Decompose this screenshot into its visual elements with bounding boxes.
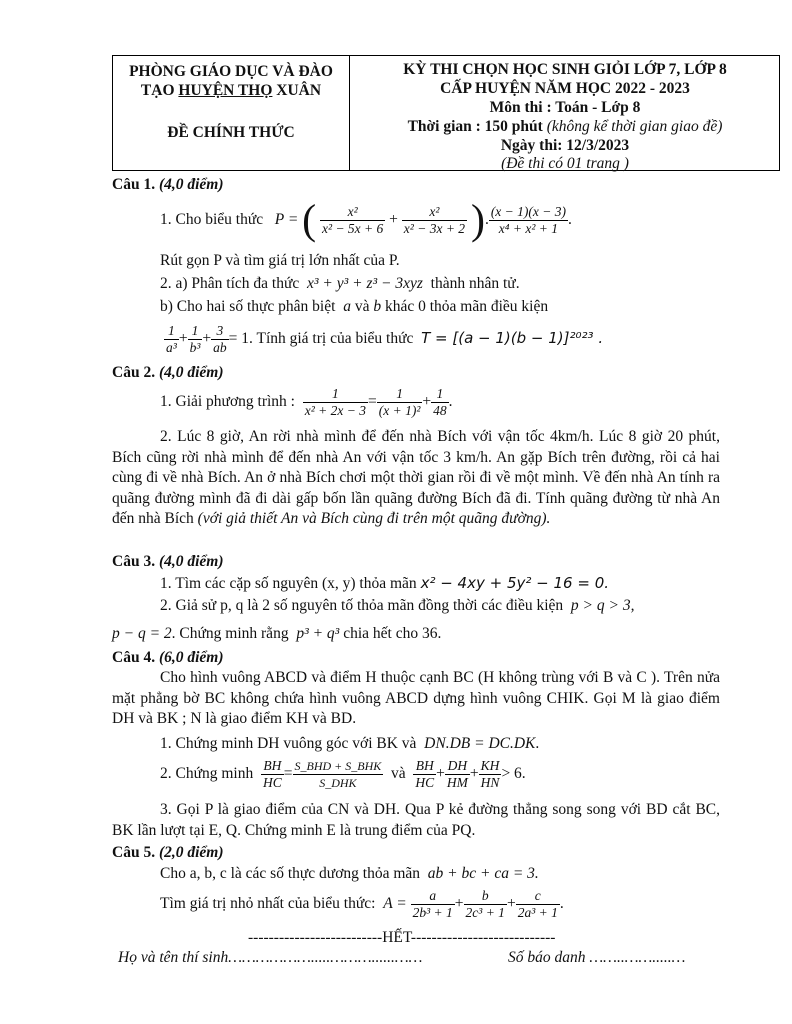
question-2-part-2: 2. Lúc 8 giờ, An rời nhà mình để đến nhà Bích với vận tốc 4km/h. Lúc 8 giờ 20 phút, Bích cũng rời nhà mình để đến nhà An với vận tốc 3 km/h. An gặp Bích trên đường, rồi cả hai cùng đi về nhà Bích. An ở nhà Bích chơi một thời gian rồi đi về một mình. Về đến nhà An tính ra quãng đường mình đã đi dài gấp bốn lần quãng đường Bích đã đi. Tính quãng đường từ nhà An đến nhà Bích (với giả thiết An và Bích cùng đi trên một quãng đường). [112,428,720,528]
fraction: $\frac{3}{ab}$ [213,322,227,355]
header-table [112,55,780,171]
question-3-part-2: 2. Giả sử p, q là 2 số nguyên tố thỏa mãn đồng thời các điều kiện p > q > 3, [160,597,635,614]
fraction: $\frac{1}{\text{(x + 1)²}}$ [378,385,421,418]
question-1-part-1: 1. Cho biểu thức P = ( $\frac{\text{x²}}{\text{x² − 5x + 6}}$ + $\frac{\text{x²}}{\text{x² − 3x + 2}}$ ). $\frac{(x - 1)(x - 3)}{\text{x⁴ + x² + 1}}$ . [160,197,572,244]
exam-level: CẤP HUYỆN NĂM HỌC 2022 - 2023 [440,80,690,97]
question-1-part-2b: b) Cho hai số thực phân biệt a và b khác 0 thỏa mãn điều kiện [160,298,549,315]
question-3-part-1: 1. Tìm các cặp số nguyên (x, y) thỏa mãn x² − 4xy + 5y² − 16 = 0. [160,574,609,592]
fraction: $\frac{(x - 1)(x - 3)}{\text{x⁴ + x² + 1}}$ [490,203,566,236]
fraction: $\frac{BH}{HC}$ [262,757,282,790]
question-2-part-1: 1. Giải phương trình : $\frac{1}{\text{x² + 2x − 3}}$ = $\frac{1}{\text{(x + 1)²}}$ + $\frac{1}{48}$ . [160,385,453,418]
question-1-heading: Câu 1. (4,0 điểm) [112,176,224,193]
question-4-part-1: 1. Chứng minh DH vuông góc với BK và DN.DB = DC.DK. [160,735,540,752]
fraction: $\frac{1}{\text{b³}}$ [189,322,201,355]
question-3-heading: Câu 3. (4,0 điểm) [112,553,224,570]
official-exam-label: ĐỀ CHÍNH THỨC [167,124,295,141]
fraction: $\frac{1}{\text{x² + 2x − 3}}$ [304,385,367,418]
question-5-task: Tìm giá trị nhỏ nhất của biểu thức: A = $\frac{a}{\text{2b³ + 1}}$ + $\frac{b}{\text{2c³ + 1}}$ + $\frac{c}{\text{2a³ + 1}}$ . [160,887,564,920]
fraction: $\frac{DH}{HM}$ [446,757,468,790]
fraction: $\frac{1}{\text{a³}}$ [166,322,177,355]
fraction: $\frac{b}{\text{2c³ + 1}}$ [465,887,505,920]
exam-duration: Thời gian : 150 phút (không kể thời gian giao đề) [407,118,723,135]
question-4-part-3: 3. Gọi P là giao điểm của CN và DH. Qua P kẻ đường thẳng song song với BD cắt BC, BK lần lượt tại E, Q. Chứng minh E là trung điểm của PQ. [112,801,720,839]
fraction: $\frac{1}{48}$ [433,385,447,418]
question-2-heading: Câu 2. (4,0 điểm) [112,364,224,381]
question-4-intro: Cho hình vuông ABCD và điểm H thuộc cạnh BC (H không trùng với B và C ). Trên nửa mặt phẳng bờ BC không chứa hình vuông ABCD dựng hình vuông CHIK. Gọi M là giao điểm DH và BK ; N là giao điểm KH và BD. [112,669,720,728]
exam-date: Ngày thi: 12/3/2023 [500,137,630,154]
question-1-part-2b-condition: $\frac{1}{\text{a³}}$ + $\frac{1}{\text{b³}}$ + $\frac{3}{ab}$ = 1. Tính giá trị của biểu thức T = [(a − 1)(b − 1)]²⁰²³ . [166,322,604,355]
fraction: $\frac{\text{x²}}{\text{x² − 5x + 6}}$ [322,203,384,236]
department-name-2: TẠO HUYỆN THỌ XUÂN [140,82,322,99]
question-1-part-1-task: Rút gọn P và tìm giá trị lớn nhất của P. [160,252,400,269]
fraction: $\frac{c}{\text{2a³ + 1}}$ [517,887,558,920]
fraction: $\frac{KH}{HN}$ [480,757,500,790]
candidate-number-line: Số báo danh ……..…….....… [508,949,686,966]
question-5-intro: Cho a, b, c là các số thực dương thỏa mãn ab + bc + ca = 3. [160,865,539,882]
question-5-heading: Câu 5. (2,0 điểm) [112,844,224,861]
fraction: $\frac{\text{x²}}{\text{x² − 3x + 2}}$ [403,203,466,236]
page-count-note: (Đề thi có 01 trang ) [501,155,629,172]
exam-title: KỲ THI CHỌN HỌC SINH GIỎI LỚP 7, LỚP 8 [403,61,727,78]
department-name: PHÒNG GIÁO DỤC VÀ ĐÀO [129,63,333,80]
question-3-part-2-cont: p − q = 2. Chứng minh rằng p³ + q³ chia hết cho 36. [112,625,442,642]
exam-subject: Môn thi : Toán - Lớp 8 [489,99,641,116]
fraction: $\frac{BH}{HC}$ [415,757,435,790]
question-4-part-2: 2. Chứng minh $\frac{BH}{HC}$ = $\frac{\text{S\_BHD + S\_BHK}}{\text{S\_DHK}}$ và $\frac{BH}{HC}$ + $\frac{DH}{HM}$ + $\frac{KH}{HN}$ > 6. [160,757,526,790]
candidate-name-line: Họ và tên thí sinh……………….....………......…… [118,949,423,966]
question-1-part-2a: 2. a) Phân tích đa thức x³ + y³ + z³ − 3xyz thành nhân tử. [160,275,520,292]
end-marker: --------------------------HẾT---------------------------- [248,929,556,946]
fraction: $\frac{a}{\text{2b³ + 1}}$ [412,887,453,920]
question-4-heading: Câu 4. (6,0 điểm) [112,649,224,666]
fraction: $\frac{\text{S\_BHD + S\_BHK}}{\text{S\_DHK}}$ [294,758,382,790]
